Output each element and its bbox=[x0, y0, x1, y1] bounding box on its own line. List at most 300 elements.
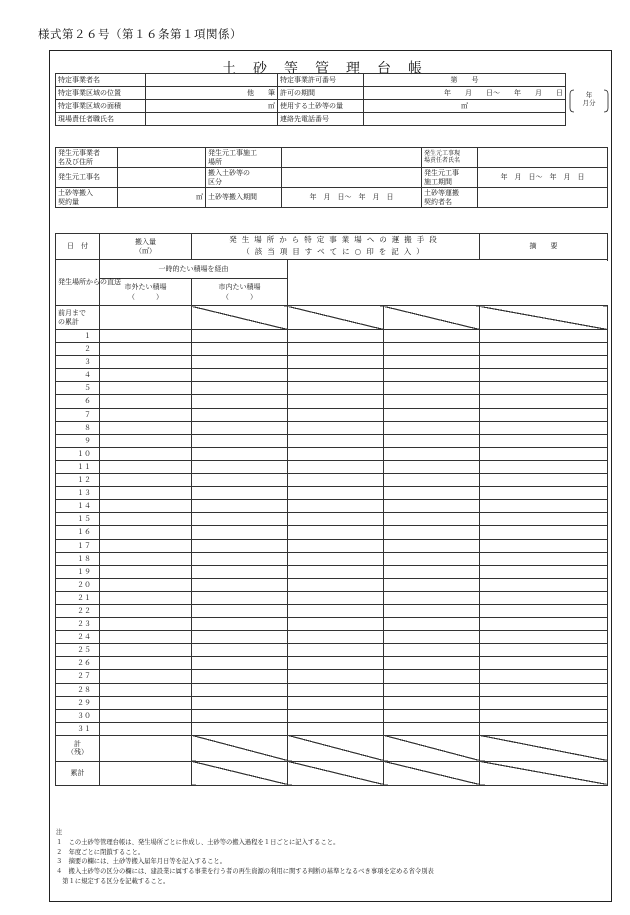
day-number: ６ bbox=[56, 395, 100, 408]
day-direct-cell[interactable] bbox=[192, 460, 288, 473]
day-inside-cell[interactable] bbox=[384, 526, 480, 539]
transport-subheader: （該当項目すべてに○印を記入） bbox=[192, 247, 480, 260]
day-number: ２０ bbox=[56, 578, 100, 591]
day-number: ２２ bbox=[56, 604, 100, 617]
manager-field[interactable] bbox=[146, 113, 278, 126]
day-direct-cell[interactable] bbox=[192, 343, 288, 356]
day-outside-cell[interactable] bbox=[288, 578, 384, 591]
day-row bbox=[56, 395, 608, 408]
day-amount-cell[interactable] bbox=[100, 526, 192, 539]
day-inside-cell[interactable] bbox=[384, 487, 480, 500]
day-number: １９ bbox=[56, 565, 100, 578]
date-header: 日 付 bbox=[56, 234, 100, 260]
day-outside-cell[interactable] bbox=[288, 722, 384, 735]
day-number: ２３ bbox=[56, 618, 100, 631]
day-amount-cell[interactable] bbox=[100, 552, 192, 565]
day-direct-cell[interactable] bbox=[192, 722, 288, 735]
day-number: ３ bbox=[56, 356, 100, 369]
day-amount-cell[interactable] bbox=[100, 657, 192, 670]
day-row bbox=[56, 382, 608, 395]
day-inside-cell[interactable] bbox=[384, 460, 480, 473]
day-outside-cell[interactable] bbox=[288, 513, 384, 526]
prev-total-inside bbox=[384, 306, 480, 330]
day-amount-cell[interactable] bbox=[100, 343, 192, 356]
day-amount-cell[interactable] bbox=[100, 330, 192, 343]
day-direct-cell[interactable] bbox=[192, 369, 288, 382]
day-inside-cell[interactable] bbox=[384, 696, 480, 709]
day-row bbox=[56, 683, 608, 696]
day-remarks-cell[interactable] bbox=[480, 722, 608, 735]
day-number: ２８ bbox=[56, 683, 100, 696]
cumulative-label: 累計 bbox=[56, 761, 100, 785]
day-row bbox=[56, 369, 608, 382]
business-name-field[interactable] bbox=[146, 74, 278, 87]
day-direct-cell[interactable] bbox=[192, 421, 288, 434]
day-outside-cell[interactable] bbox=[288, 683, 384, 696]
day-amount-cell[interactable] bbox=[100, 618, 192, 631]
day-inside-cell[interactable] bbox=[384, 631, 480, 644]
source-site-manager-label: 発生元工事現 場責任者氏名 bbox=[422, 148, 478, 168]
day-outside-cell[interactable] bbox=[288, 447, 384, 460]
day-amount-cell[interactable] bbox=[100, 670, 192, 683]
via-header: 一時的たい積場を経由 bbox=[100, 260, 288, 279]
day-direct-cell[interactable] bbox=[192, 539, 288, 552]
day-outside-cell[interactable] bbox=[288, 591, 384, 604]
day-number: ２６ bbox=[56, 657, 100, 670]
day-amount-cell[interactable] bbox=[100, 644, 192, 657]
notes-list bbox=[56, 838, 608, 887]
day-direct-cell[interactable] bbox=[192, 487, 288, 500]
day-inside-cell[interactable] bbox=[384, 330, 480, 343]
day-row bbox=[56, 356, 608, 369]
day-number: ７ bbox=[56, 408, 100, 421]
header-table bbox=[55, 73, 566, 126]
day-amount-cell[interactable] bbox=[100, 578, 192, 591]
day-outside-cell[interactable] bbox=[288, 670, 384, 683]
day-inside-cell[interactable] bbox=[384, 591, 480, 604]
day-number: ９ bbox=[56, 434, 100, 447]
day-number: ２ bbox=[56, 343, 100, 356]
outside-header-paren: （ ） bbox=[128, 293, 163, 301]
direct-header: 発生場所からの直送 bbox=[56, 260, 100, 306]
day-outside-cell[interactable] bbox=[288, 421, 384, 434]
day-remarks-cell[interactable] bbox=[480, 526, 608, 539]
day-amount-cell[interactable] bbox=[100, 434, 192, 447]
day-number: ４ bbox=[56, 369, 100, 382]
day-row bbox=[56, 447, 608, 460]
day-direct-cell[interactable] bbox=[192, 526, 288, 539]
day-inside-cell[interactable] bbox=[384, 539, 480, 552]
total-remarks bbox=[480, 735, 608, 761]
prev-total-amount[interactable] bbox=[100, 306, 192, 330]
day-number: １５ bbox=[56, 513, 100, 526]
day-inside-cell[interactable] bbox=[384, 670, 480, 683]
day-outside-cell[interactable] bbox=[288, 657, 384, 670]
period-bracket-left-icon bbox=[569, 89, 575, 113]
form-title: 土砂等管理台帳 bbox=[222, 61, 439, 77]
manager-label: 現場責任者職氏名 bbox=[56, 113, 146, 126]
day-outside-cell[interactable] bbox=[288, 408, 384, 421]
day-amount-cell[interactable] bbox=[100, 460, 192, 473]
day-direct-cell[interactable] bbox=[192, 395, 288, 408]
remarks-header: 摘 要 bbox=[480, 234, 608, 260]
day-inside-cell[interactable] bbox=[384, 408, 480, 421]
day-outside-cell[interactable] bbox=[288, 356, 384, 369]
day-remarks-cell[interactable] bbox=[480, 670, 608, 683]
day-direct-cell[interactable] bbox=[192, 434, 288, 447]
day-direct-cell[interactable] bbox=[192, 474, 288, 487]
day-row bbox=[56, 591, 608, 604]
day-row bbox=[56, 434, 608, 447]
day-remarks-cell[interactable] bbox=[480, 343, 608, 356]
day-number: １３ bbox=[56, 487, 100, 500]
day-row bbox=[56, 460, 608, 473]
day-inside-cell[interactable] bbox=[384, 421, 480, 434]
day-outside-cell[interactable] bbox=[288, 552, 384, 565]
day-number: ２５ bbox=[56, 644, 100, 657]
transport-header-line-1: 発生場所から特定事業場への運搬手段 bbox=[229, 234, 442, 244]
day-remarks-cell[interactable] bbox=[480, 460, 608, 473]
day-amount-cell[interactable] bbox=[100, 513, 192, 526]
day-amount-cell[interactable] bbox=[100, 604, 192, 617]
source-table bbox=[55, 147, 608, 208]
day-inside-cell[interactable] bbox=[384, 604, 480, 617]
cumulative-amount[interactable] bbox=[100, 761, 192, 785]
day-amount-cell[interactable] bbox=[100, 722, 192, 735]
day-row bbox=[56, 696, 608, 709]
day-remarks-cell[interactable] bbox=[480, 618, 608, 631]
day-row bbox=[56, 578, 608, 591]
notes-heading: 注 bbox=[56, 829, 63, 836]
day-inside-cell[interactable] bbox=[384, 552, 480, 565]
day-direct-cell[interactable] bbox=[192, 657, 288, 670]
day-remarks-cell[interactable] bbox=[480, 382, 608, 395]
day-inside-cell[interactable] bbox=[384, 513, 480, 526]
day-amount-cell[interactable] bbox=[100, 709, 192, 722]
day-row bbox=[56, 513, 608, 526]
business-name-label: 特定事業者名 bbox=[56, 74, 146, 87]
source-contract-amount-label: 土砂等搬入 契約量 bbox=[56, 188, 118, 208]
amount-header: 搬入量 （㎥） bbox=[100, 234, 192, 260]
total-outside bbox=[288, 735, 384, 761]
day-outside-cell[interactable] bbox=[288, 343, 384, 356]
day-inside-cell[interactable] bbox=[384, 382, 480, 395]
day-number: １４ bbox=[56, 500, 100, 513]
source-contract-amount-field[interactable]: ㎥ bbox=[118, 188, 206, 208]
source-site-field[interactable] bbox=[282, 148, 422, 168]
day-number: １１ bbox=[56, 460, 100, 473]
day-row bbox=[56, 343, 608, 356]
day-outside-cell[interactable] bbox=[288, 460, 384, 473]
day-remarks-cell[interactable] bbox=[480, 369, 608, 382]
day-remarks-cell[interactable] bbox=[480, 631, 608, 644]
day-direct-cell[interactable] bbox=[192, 382, 288, 395]
day-number: ５ bbox=[56, 382, 100, 395]
day-remarks-cell[interactable] bbox=[480, 356, 608, 369]
day-remarks-cell[interactable] bbox=[480, 330, 608, 343]
period-bracket-text bbox=[576, 91, 602, 108]
day-number: １２ bbox=[56, 474, 100, 487]
day-amount-cell[interactable] bbox=[100, 408, 192, 421]
day-outside-cell[interactable] bbox=[288, 526, 384, 539]
location-label: 特定事業区域の位置 bbox=[56, 87, 146, 100]
day-remarks-cell[interactable] bbox=[480, 539, 608, 552]
day-row bbox=[56, 709, 608, 722]
day-outside-cell[interactable] bbox=[288, 631, 384, 644]
day-amount-cell[interactable] bbox=[100, 539, 192, 552]
source-delivery-period-label: 土砂等搬入期間 bbox=[206, 188, 282, 208]
day-number: ３０ bbox=[56, 709, 100, 722]
day-number: ２７ bbox=[56, 670, 100, 683]
day-inside-cell[interactable] bbox=[384, 657, 480, 670]
ledger-table bbox=[55, 233, 608, 786]
day-amount-cell[interactable] bbox=[100, 395, 192, 408]
notes bbox=[56, 828, 608, 887]
day-amount-cell[interactable] bbox=[100, 474, 192, 487]
day-inside-cell[interactable] bbox=[384, 500, 480, 513]
note-item: ３ 摘要の欄には、土砂等搬入届年月日等を記入すること。 bbox=[56, 858, 227, 866]
day-remarks-cell[interactable] bbox=[480, 683, 608, 696]
day-direct-cell[interactable] bbox=[192, 696, 288, 709]
day-amount-cell[interactable] bbox=[100, 696, 192, 709]
inside-header-paren: （ ） bbox=[222, 293, 257, 301]
period-field[interactable]: 年 月 日〜 年 月 日 bbox=[364, 87, 566, 100]
note-item: ４ 搬入土砂等の区分の欄には、建設業に属する事業を行う者の再生資源の利用に関する判断の基準となるべき事項を定める省令別表 bbox=[56, 868, 434, 875]
day-direct-cell[interactable] bbox=[192, 591, 288, 604]
day-outside-cell[interactable] bbox=[288, 709, 384, 722]
source-site-manager-field[interactable] bbox=[478, 148, 608, 168]
day-row bbox=[56, 618, 608, 631]
source-soil-class-label: 搬入土砂等の 区分 bbox=[206, 168, 282, 188]
day-outside-cell[interactable] bbox=[288, 369, 384, 382]
inside-header-label: 市内たい積場 bbox=[218, 282, 261, 291]
day-number: １７ bbox=[56, 539, 100, 552]
cumulative-inside bbox=[384, 761, 480, 785]
day-number: ２４ bbox=[56, 631, 100, 644]
day-inside-cell[interactable] bbox=[384, 683, 480, 696]
day-inside-cell[interactable] bbox=[384, 343, 480, 356]
day-remarks-cell[interactable] bbox=[480, 474, 608, 487]
day-outside-cell[interactable] bbox=[288, 434, 384, 447]
day-remarks-cell[interactable] bbox=[480, 395, 608, 408]
source-work-name-label: 発生元工事名 bbox=[56, 168, 118, 188]
ledger-form bbox=[49, 50, 612, 902]
day-row bbox=[56, 421, 608, 434]
day-direct-cell[interactable] bbox=[192, 578, 288, 591]
day-remarks-cell[interactable] bbox=[480, 657, 608, 670]
day-outside-cell[interactable] bbox=[288, 500, 384, 513]
day-row bbox=[56, 539, 608, 552]
total-inside bbox=[384, 735, 480, 761]
day-row bbox=[56, 526, 608, 539]
day-row bbox=[56, 487, 608, 500]
day-row bbox=[56, 408, 608, 421]
day-row bbox=[56, 552, 608, 565]
day-inside-cell[interactable] bbox=[384, 434, 480, 447]
day-amount-cell[interactable] bbox=[100, 683, 192, 696]
day-row bbox=[56, 644, 608, 657]
day-remarks-cell[interactable] bbox=[480, 434, 608, 447]
note-item: 第１に規定する区分を記載すること。 bbox=[56, 877, 170, 885]
day-direct-cell[interactable] bbox=[192, 565, 288, 578]
day-outside-cell[interactable] bbox=[288, 604, 384, 617]
day-row bbox=[56, 474, 608, 487]
day-remarks-cell[interactable] bbox=[480, 552, 608, 565]
phone-field[interactable] bbox=[364, 113, 566, 126]
day-outside-cell[interactable] bbox=[288, 539, 384, 552]
prev-total-direct bbox=[192, 306, 288, 330]
form-number: 様式第２６号（第１６条第１項関係） bbox=[38, 27, 242, 41]
day-inside-cell[interactable] bbox=[384, 474, 480, 487]
day-outside-cell[interactable] bbox=[288, 382, 384, 395]
day-amount-cell[interactable] bbox=[100, 356, 192, 369]
day-amount-cell[interactable] bbox=[100, 447, 192, 460]
source-site-label: 発生元工事施工 場所 bbox=[206, 148, 282, 168]
day-number: ８ bbox=[56, 421, 100, 434]
day-direct-cell[interactable] bbox=[192, 644, 288, 657]
day-direct-cell[interactable] bbox=[192, 604, 288, 617]
period-bracket-month: 月分 bbox=[582, 99, 596, 108]
day-amount-cell[interactable] bbox=[100, 382, 192, 395]
permit-no-field[interactable]: 第 号 bbox=[364, 74, 566, 87]
day-amount-cell[interactable] bbox=[100, 421, 192, 434]
prev-total-label: 前月まで の累計 bbox=[56, 306, 100, 330]
day-inside-cell[interactable] bbox=[384, 447, 480, 460]
day-outside-cell[interactable] bbox=[288, 618, 384, 631]
day-inside-cell[interactable] bbox=[384, 578, 480, 591]
soil-amount-field[interactable]: ㎥ bbox=[364, 100, 566, 113]
day-inside-cell[interactable] bbox=[384, 356, 480, 369]
source-delivery-period-field[interactable]: 年 月 日〜 年 月 日 bbox=[282, 188, 422, 208]
day-row bbox=[56, 500, 608, 513]
transport-header bbox=[192, 234, 480, 247]
area-label: 特定事業区域の面積 bbox=[56, 100, 146, 113]
day-direct-cell[interactable] bbox=[192, 408, 288, 421]
outside-header-label: 市外たい積場 bbox=[124, 282, 167, 291]
period-label: 許可の期間 bbox=[278, 87, 364, 100]
day-row bbox=[56, 565, 608, 578]
day-direct-cell[interactable] bbox=[192, 447, 288, 460]
prev-total-outside bbox=[288, 306, 384, 330]
day-amount-cell[interactable] bbox=[100, 487, 192, 500]
day-direct-cell[interactable] bbox=[192, 513, 288, 526]
day-remarks-cell[interactable] bbox=[480, 591, 608, 604]
day-remarks-cell[interactable] bbox=[480, 487, 608, 500]
day-remarks-cell[interactable] bbox=[480, 696, 608, 709]
cumulative-outside bbox=[288, 761, 384, 785]
day-amount-cell[interactable] bbox=[100, 500, 192, 513]
day-direct-cell[interactable] bbox=[192, 356, 288, 369]
day-remarks-cell[interactable] bbox=[480, 709, 608, 722]
day-remarks-cell[interactable] bbox=[480, 408, 608, 421]
day-row bbox=[56, 670, 608, 683]
day-direct-cell[interactable] bbox=[192, 618, 288, 631]
day-direct-cell[interactable] bbox=[192, 709, 288, 722]
total-amount[interactable] bbox=[100, 735, 192, 761]
phone-label: 連絡先電話番号 bbox=[278, 113, 364, 126]
day-direct-cell[interactable] bbox=[192, 631, 288, 644]
day-number: ３１ bbox=[56, 722, 100, 735]
permit-no-label: 特定事業許可番号 bbox=[278, 74, 364, 87]
source-operator-label: 発生元事業者 名及び住所 bbox=[56, 148, 118, 168]
day-outside-cell[interactable] bbox=[288, 696, 384, 709]
day-outside-cell[interactable] bbox=[288, 330, 384, 343]
day-number: １０ bbox=[56, 447, 100, 460]
source-operator-field[interactable] bbox=[118, 148, 206, 168]
day-inside-cell[interactable] bbox=[384, 644, 480, 657]
day-direct-cell[interactable] bbox=[192, 552, 288, 565]
day-inside-cell[interactable] bbox=[384, 395, 480, 408]
day-outside-cell[interactable] bbox=[288, 644, 384, 657]
day-inside-cell[interactable] bbox=[384, 709, 480, 722]
day-inside-cell[interactable] bbox=[384, 618, 480, 631]
day-remarks-cell[interactable] bbox=[480, 513, 608, 526]
day-remarks-cell[interactable] bbox=[480, 421, 608, 434]
day-direct-cell[interactable] bbox=[192, 683, 288, 696]
day-row bbox=[56, 722, 608, 735]
source-work-name-field[interactable] bbox=[118, 168, 206, 188]
day-remarks-cell[interactable] bbox=[480, 500, 608, 513]
inside-header bbox=[192, 279, 288, 306]
day-inside-cell[interactable] bbox=[384, 565, 480, 578]
day-number: ２９ bbox=[56, 696, 100, 709]
day-row bbox=[56, 604, 608, 617]
source-work-period-label: 発生元工事 施工期間 bbox=[422, 168, 478, 188]
prev-total-remarks bbox=[480, 306, 608, 330]
day-row bbox=[56, 631, 608, 644]
note-item: ２ 年度ごとに閉鎖すること。 bbox=[56, 848, 145, 856]
location-field[interactable]: 他 筆 bbox=[146, 87, 278, 100]
day-remarks-cell[interactable] bbox=[480, 644, 608, 657]
cumulative-direct bbox=[192, 761, 288, 785]
note-item: １ この土砂等管理台帳は、発生場所ごとに作成し、土砂等の搬入過程を１日ごとに記入すること。 bbox=[56, 838, 340, 846]
day-direct-cell[interactable] bbox=[192, 670, 288, 683]
day-remarks-cell[interactable] bbox=[480, 604, 608, 617]
day-number: １８ bbox=[56, 552, 100, 565]
source-carrier-label: 土砂等運搬 契約者名 bbox=[422, 188, 478, 208]
day-outside-cell[interactable] bbox=[288, 474, 384, 487]
day-inside-cell[interactable] bbox=[384, 369, 480, 382]
source-soil-class-field[interactable] bbox=[282, 168, 422, 188]
day-remarks-cell[interactable] bbox=[480, 565, 608, 578]
day-outside-cell[interactable] bbox=[288, 487, 384, 500]
day-outside-cell[interactable] bbox=[288, 395, 384, 408]
day-number: １ bbox=[56, 330, 100, 343]
day-inside-cell[interactable] bbox=[384, 722, 480, 735]
total-label: 計 （残） bbox=[56, 735, 100, 761]
day-direct-cell[interactable] bbox=[192, 500, 288, 513]
day-amount-cell[interactable] bbox=[100, 631, 192, 644]
day-amount-cell[interactable] bbox=[100, 369, 192, 382]
total-direct bbox=[192, 735, 288, 761]
day-outside-cell[interactable] bbox=[288, 565, 384, 578]
day-row bbox=[56, 330, 608, 343]
day-direct-cell[interactable] bbox=[192, 330, 288, 343]
cumulative-remarks bbox=[480, 761, 608, 785]
day-remarks-cell[interactable] bbox=[480, 578, 608, 591]
source-work-period-field[interactable]: 年 月 日〜 年 月 日 bbox=[478, 168, 608, 188]
soil-amount-label: 使用する土砂等の量 bbox=[278, 100, 364, 113]
day-remarks-cell[interactable] bbox=[480, 447, 608, 460]
period-bracket-year: 年 bbox=[585, 91, 593, 99]
period-bracket-right-icon bbox=[603, 89, 609, 113]
day-row bbox=[56, 657, 608, 670]
day-number: ２１ bbox=[56, 591, 100, 604]
area-field[interactable]: ㎡ bbox=[146, 100, 278, 113]
day-amount-cell[interactable] bbox=[100, 565, 192, 578]
day-amount-cell[interactable] bbox=[100, 591, 192, 604]
source-carrier-field[interactable] bbox=[478, 188, 608, 208]
